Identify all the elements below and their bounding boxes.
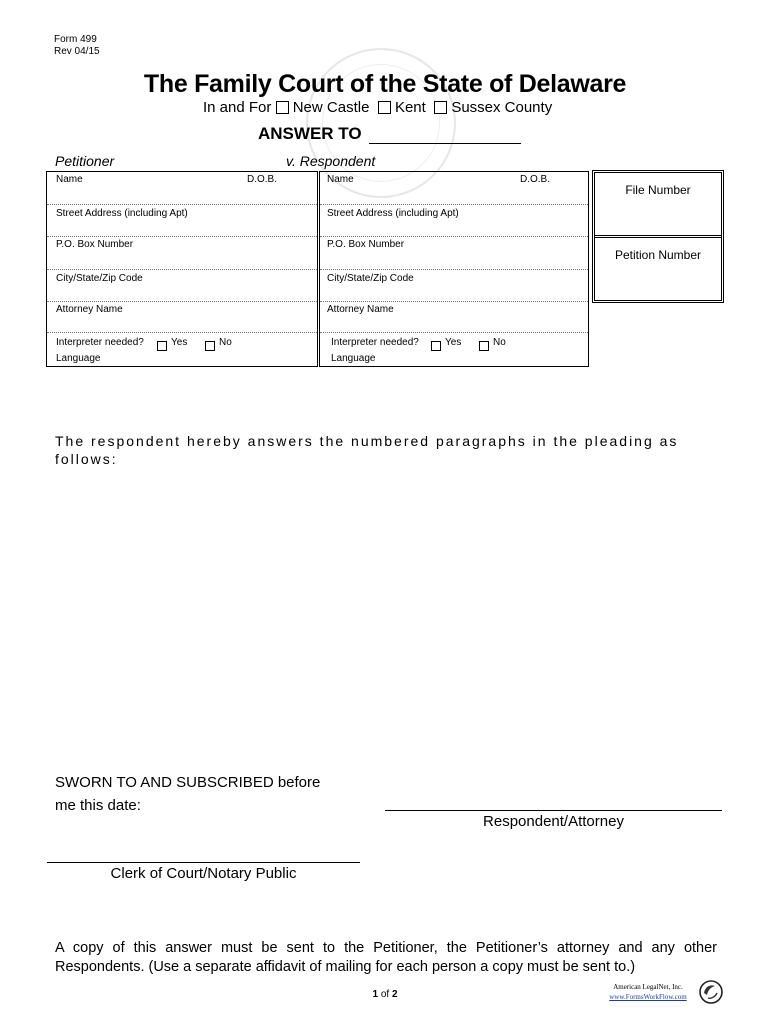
new-castle-label: New Castle — [292, 99, 370, 116]
respondent-box — [319, 171, 589, 367]
respondent-street-row — [320, 236, 588, 237]
sworn-line-1: SWORN TO AND SUBSCRIBED before — [55, 774, 321, 791]
respondent-interpreter-yes-checkbox[interactable] — [431, 341, 441, 351]
petitioner-street-label: Street Address (including Apt) — [56, 208, 188, 219]
respondent-attorney-signature-line[interactable] — [385, 810, 722, 811]
sussex-county-label: Sussex County — [451, 99, 553, 116]
mailing-notice: A copy of this answer must be sent to the Petitioner, the Petitioner’s attorney and any other Respondents. (Use a separate affidavit of mailing for each person a copy must be sent to.) — [55, 940, 717, 975]
page-current: 1 — [372, 989, 379, 1000]
respondent-city-label: City/State/Zip Code — [327, 273, 414, 284]
new-castle-checkbox[interactable] — [276, 101, 289, 114]
kent-checkbox[interactable] — [378, 101, 391, 114]
petitioner-attorney-label: Attorney Name — [56, 304, 123, 315]
respondent-yes-label: Yes — [445, 337, 462, 348]
sussex-county-checkbox[interactable] — [434, 101, 447, 114]
sworn-line-2: me this date: — [55, 797, 141, 814]
petitioner-interpreter-no-checkbox[interactable] — [205, 341, 215, 351]
clerk-signature-line[interactable] — [47, 862, 360, 863]
respondent-name-label: Name — [327, 174, 354, 185]
respondent-pobox-row — [320, 269, 588, 270]
respondent-interpreter-label: Interpreter needed? — [331, 337, 419, 348]
respondent-street-label: Street Address (including Apt) — [327, 208, 459, 219]
kent-label: Kent — [394, 99, 426, 116]
respondent-pobox-label: P.O. Box Number — [327, 239, 405, 250]
file-petition-box — [592, 170, 724, 303]
answer-to-label: ANSWER TO — [258, 124, 362, 143]
publisher-logo-icon — [699, 980, 723, 1004]
page-of: of — [380, 989, 390, 1000]
petition-number-label: Petition Number — [614, 248, 702, 262]
respondent-city-row — [320, 301, 588, 302]
answer-text-area[interactable] — [55, 480, 715, 760]
respondent-attorney-label: Respondent/Attorney — [483, 813, 624, 830]
petitioner-no-label: No — [219, 337, 232, 348]
petitioner-pobox-label: P.O. Box Number — [56, 239, 134, 250]
answer-to-line[interactable] — [369, 143, 521, 144]
petitioner-city-row — [47, 301, 317, 302]
respondent-language-label: Language — [331, 353, 376, 364]
respondent-attorney-label: Attorney Name — [327, 304, 394, 315]
form-revision: Rev 04/15 — [54, 46, 100, 57]
petitioner-yes-label: Yes — [171, 337, 188, 348]
petitioner-interpreter-yes-checkbox[interactable] — [157, 341, 167, 351]
answer-intro-text: The respondent hereby answers the numbered paragraphs in the pleading as follows: — [55, 433, 679, 467]
publisher-url[interactable]: www.FormsWorkFlow.com — [609, 993, 687, 1001]
clerk-label: Clerk of Court/Notary Public — [110, 865, 297, 882]
file-number-label: File Number — [625, 183, 691, 197]
petitioner-pobox-row — [47, 269, 317, 270]
page-total: 2 — [391, 989, 398, 1000]
form-number: Form 499 — [54, 34, 97, 45]
petitioner-name-row — [47, 204, 317, 205]
county-prefix: In and For — [203, 99, 272, 116]
respondent-interpreter-no-checkbox[interactable] — [479, 341, 489, 351]
petitioner-dob-label: D.O.B. — [247, 174, 278, 185]
respondent-attorney-row — [320, 332, 588, 333]
file-petition-divider — [595, 235, 721, 238]
petitioner-interpreter-label: Interpreter needed? — [56, 337, 144, 348]
page-title: The Family Court of the State of Delaware — [143, 70, 627, 98]
publisher-block — [600, 982, 696, 1002]
respondent-no-label: No — [493, 337, 506, 348]
petitioner-attorney-row — [47, 332, 317, 333]
publisher-name: American LegalNet, Inc. — [613, 983, 683, 991]
petitioner-heading: Petitioner — [55, 153, 115, 169]
petitioner-name-label: Name — [56, 174, 83, 185]
respondent-heading: v. Respondent — [286, 153, 376, 169]
petitioner-language-label: Language — [56, 353, 101, 364]
respondent-dob-label: D.O.B. — [520, 174, 551, 185]
petitioner-box — [46, 171, 318, 367]
petitioner-city-label: City/State/Zip Code — [56, 273, 143, 284]
petitioner-street-row — [47, 236, 317, 237]
respondent-name-row — [320, 204, 588, 205]
county-selector — [203, 99, 552, 116]
